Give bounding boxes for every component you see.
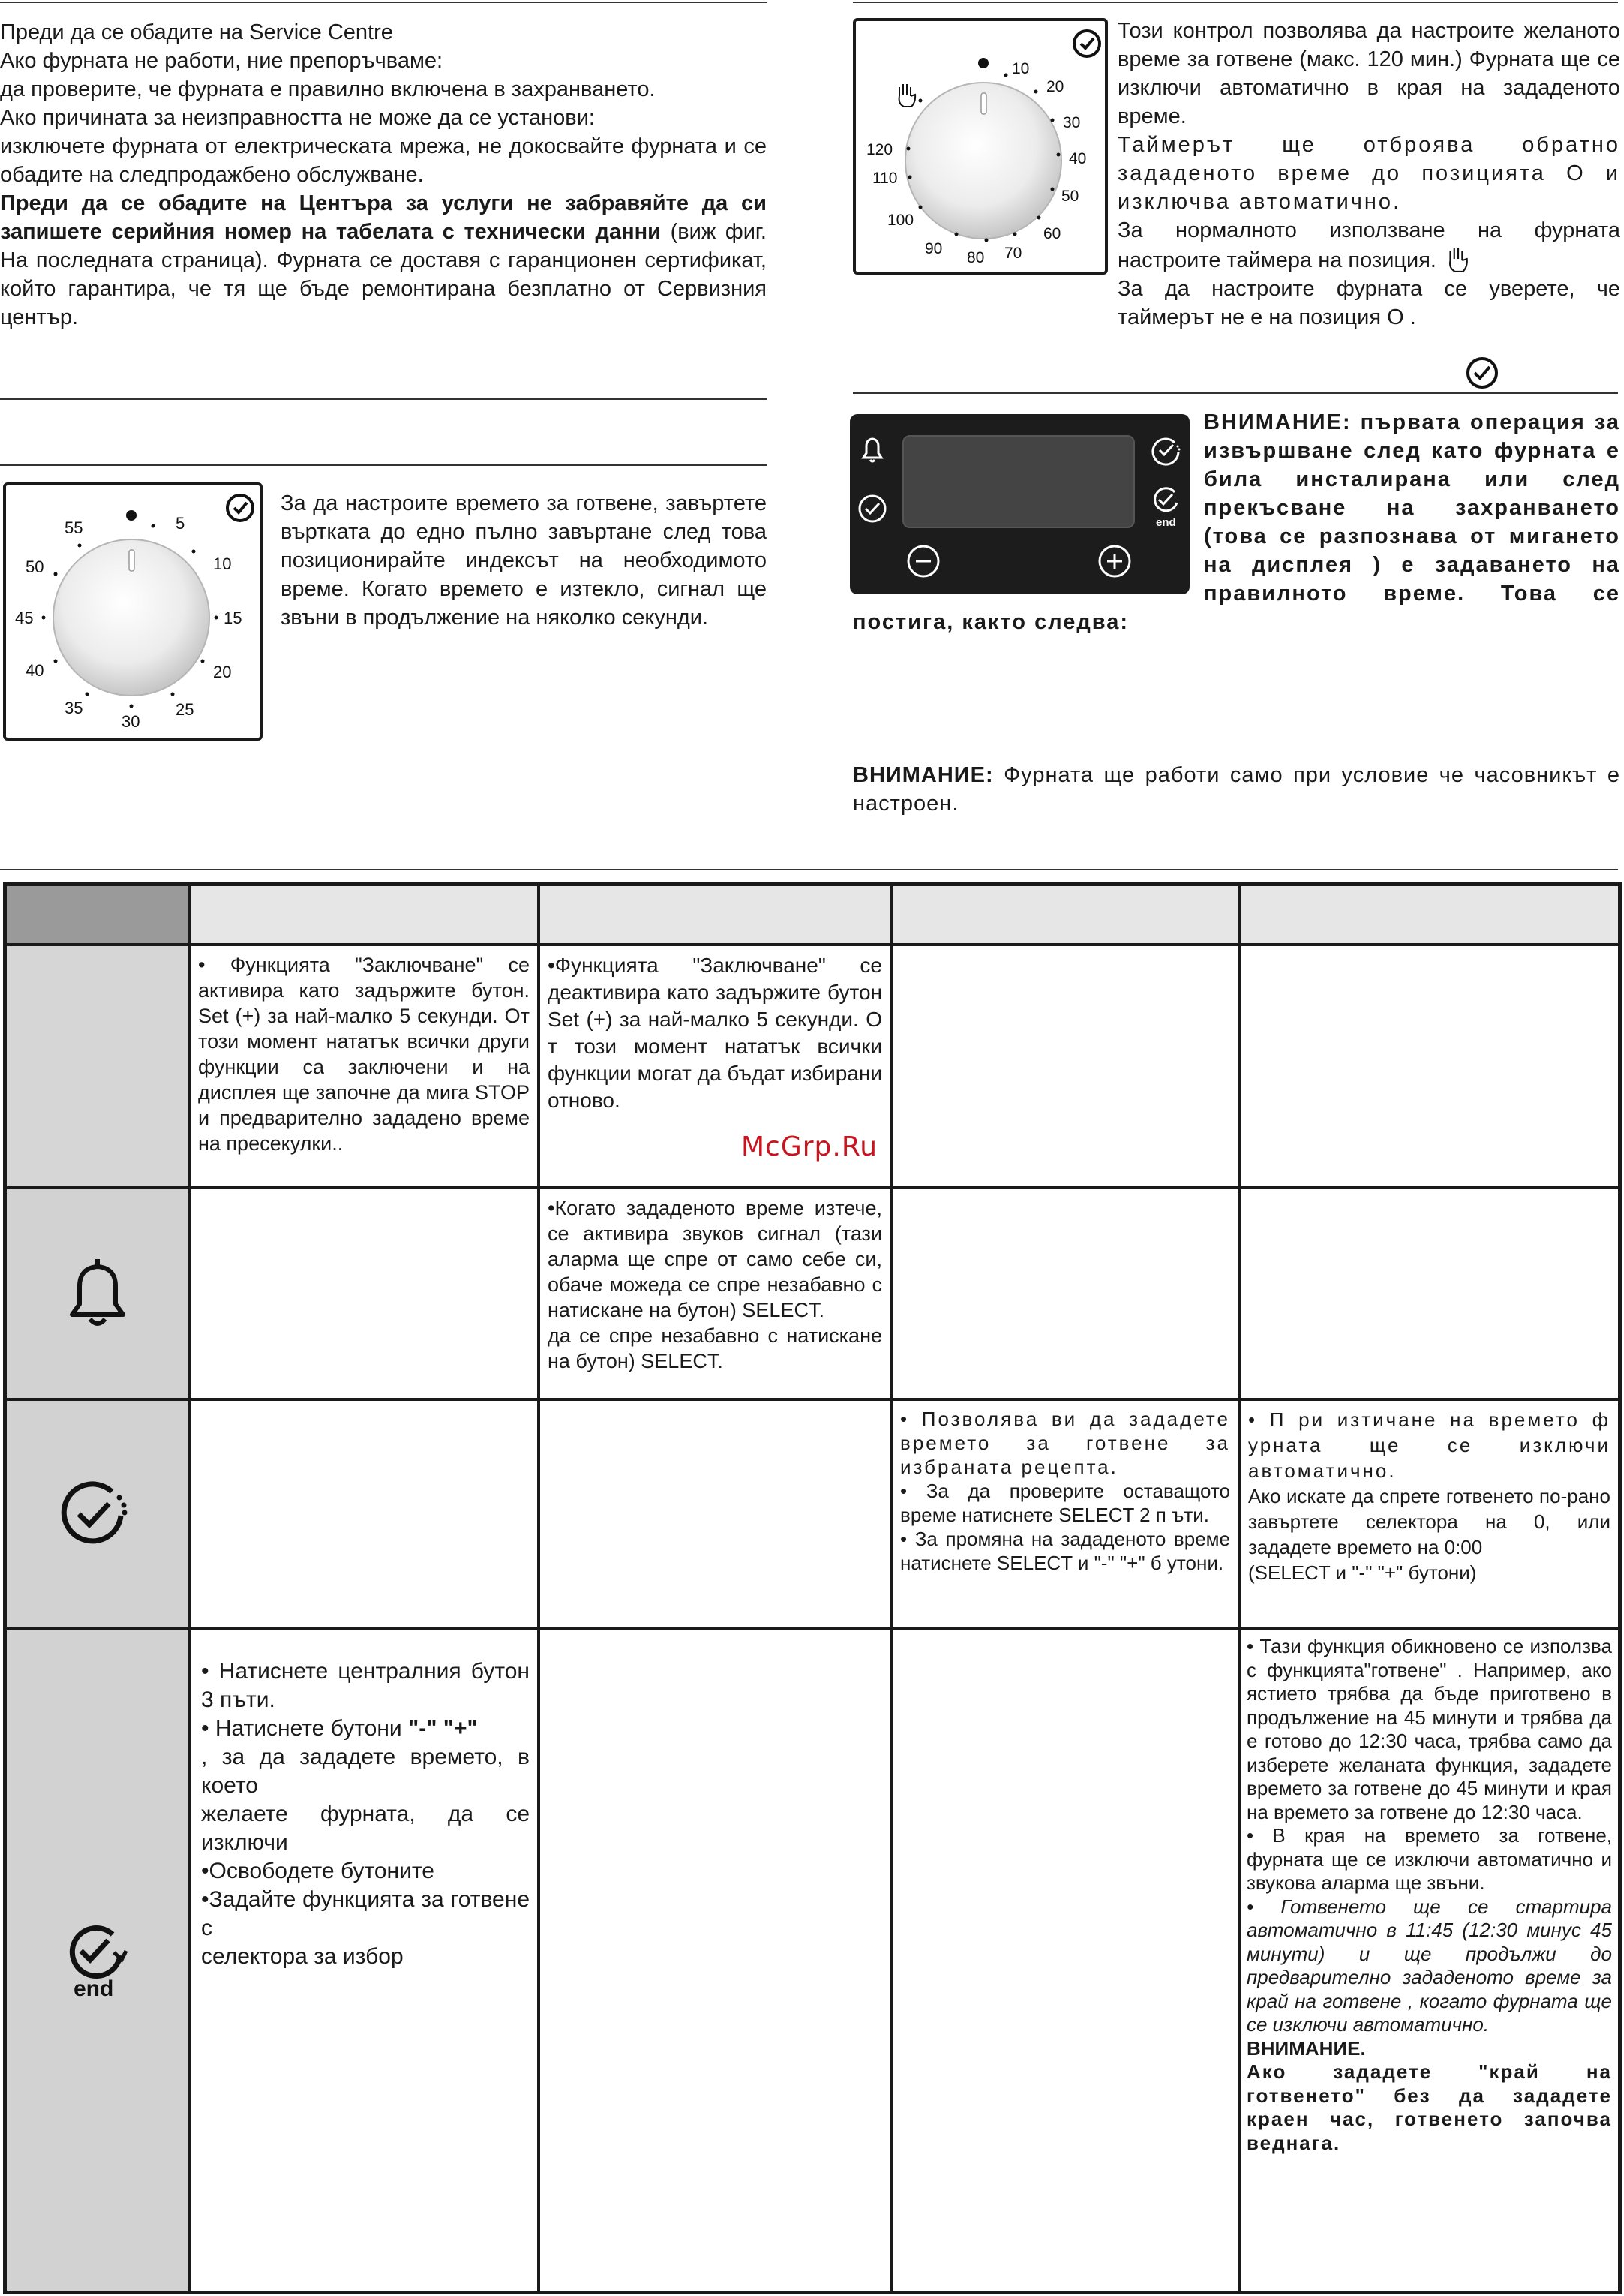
rule-table-top xyxy=(0,869,1618,870)
minute-minder-dial-graphic xyxy=(6,485,260,738)
minute-dial-label: 20 xyxy=(213,663,232,681)
endtime-auto-off: • В края на времето за готвене, фурната ще се изключи автоматично и звукова аларма ще звъни. xyxy=(1247,1824,1612,1894)
cooktime-change: • За промяна на зададеното време натиснете SELECT и "-" "+" б утони. xyxy=(900,1528,1230,1574)
minute-dial-label: 35 xyxy=(65,699,83,717)
minute-dial-label: 30 xyxy=(122,712,140,731)
endtime-attention-label: ВНИМАНИЕ. xyxy=(1247,2036,1366,2060)
minute-dial-label: 50 xyxy=(26,557,44,576)
watermark: McGrp.Ru xyxy=(741,1131,878,1162)
table-cell-empty xyxy=(189,1399,539,1629)
cook-dial-text xyxy=(1118,17,1620,332)
endtime-step: • Натиснете централния бутон 3 пъти. xyxy=(201,1659,530,1712)
minute-dial-label: 10 xyxy=(213,554,232,573)
clock-attention2-text: Фурната ще работи само при условие че часовникът е настроен. xyxy=(853,763,1620,816)
endtime-step-buttons: "-" "+" xyxy=(408,1716,478,1741)
table-cell-empty xyxy=(189,1188,539,1399)
service-line: да проверите, че фурната е правилно включена в захранването. xyxy=(0,77,656,101)
cook-dial-label: 40 xyxy=(1069,150,1087,167)
minute-dial-label: 55 xyxy=(65,518,83,537)
cook-dial-label: 60 xyxy=(1043,225,1061,242)
minute-dial-label: 15 xyxy=(224,609,242,627)
table-row-lock-icon-cell xyxy=(5,945,189,1188)
cooktime-check: • За да проверите оставащото време натиснете SELECT 2 п ъти. xyxy=(900,1480,1230,1526)
endtime-step: •Освободете бутоните xyxy=(201,1859,434,1883)
table-cell-empty xyxy=(891,1629,1239,2292)
minute-dial-label: 40 xyxy=(26,661,44,680)
table-row-endtime-icon-cell xyxy=(5,1629,189,2292)
table-header-cell xyxy=(891,885,1239,945)
service-bold-note: Преди да се обадите на Центъра за услуги не забравяйте да си запишете серийния номер на табелата с технически данни xyxy=(0,191,767,244)
table-header-cell xyxy=(5,885,189,945)
clock-attention2-label: ВНИМАНИЕ: xyxy=(853,763,994,787)
cook-dial-p3: За нормалното използване на фурната настроите таймера на позиция. xyxy=(1118,218,1620,272)
endtime-step: •Задайте функцията за готвене с xyxy=(201,1887,530,1940)
service-line: Ако фурната не работи, ние препоръчваме: xyxy=(0,49,443,73)
service-line: Ако причината за неизправността не може да се установи: xyxy=(0,106,595,130)
table-row-cooktime-icon-cell xyxy=(5,1399,189,1629)
minute-minder-dial xyxy=(3,482,263,741)
endtime-step: , за да зададете времето, в което xyxy=(201,1745,530,1798)
minute-dial-label: 25 xyxy=(176,700,194,719)
cooktime-auto-off: • П ри изтичане на времето ф урната ще се изключи автоматично. xyxy=(1248,1408,1610,1482)
cooktime-buttons: (SELECT и "-" "+" бутони) xyxy=(1248,1561,1477,1584)
cook-dial-label: 90 xyxy=(925,240,943,257)
cook-dial-p1: Този контрол позволява да настроите желаното време за готвене (макс. 120 мин.) Фурната ще се изключи автоматично в края на зададеното време. xyxy=(1118,19,1620,128)
minute-minder-text: За да настроите времето за готвене, завъртете въртката до едно пълно завъртане след това позиционирайте индексът на необходимото време. Когато времето е изтекло, сигнал ще звъни в продължение на няколко секунди. xyxy=(281,491,767,630)
cook-timer-dial xyxy=(853,18,1108,275)
cook-dial-label: 50 xyxy=(1061,188,1079,205)
cook-dial-label: 100 xyxy=(887,212,914,229)
table-row-endtime-text xyxy=(1239,1629,1619,2292)
endtime-attention-text: Ако зададете "край на готвенето" без да зададете краен час, готвенето започва веднага. xyxy=(1247,2060,1612,2154)
endtime-step: • Натиснете бутони xyxy=(201,1716,402,1741)
minute-dial-label: 5 xyxy=(176,514,185,533)
table-header-cell xyxy=(1239,885,1619,945)
cook-dial-p2: Таймерът ще отброява обратно зададеното време до позицията О и изключва автоматично. xyxy=(1118,133,1620,214)
alarm-description-repeat: да се спре незабавно с натискане на бутон) SELECT. xyxy=(548,1324,882,1372)
table-cell-empty xyxy=(539,1629,891,2292)
table-row-lock-deactivate: •Функцията "Заключване" се деактивира като задържите бутон Set (+) за най-малко 5 секунди. О т този момент нататък всички функции могат да бъдат избирани отново. xyxy=(539,945,891,1188)
table-row-cooktime-text xyxy=(891,1399,1239,1629)
cooking-time-icon xyxy=(56,1477,139,1552)
cook-dial-label: 10 xyxy=(1012,60,1030,77)
clock-attention-text: ВНИМАНИЕ: първата операция за извършване след като фурната е била инсталирана или след прекъсване на захранването (това се разпознава от мигането на дисплея ) е задаването на правилното време. Това се постига, както следва: xyxy=(853,410,1620,634)
rule-top-right xyxy=(853,2,1618,3)
clock-icon xyxy=(1074,31,1100,56)
clock-icon xyxy=(227,495,253,521)
table-header-cell xyxy=(539,885,891,945)
table-cell-empty xyxy=(539,1399,891,1629)
end-time-icon xyxy=(60,1919,135,2002)
cook-dial-label: 110 xyxy=(872,170,898,187)
service-section xyxy=(0,18,767,332)
cook-dial-label: 80 xyxy=(967,249,985,266)
clock-attention2 xyxy=(853,761,1620,818)
cook-dial-label: 30 xyxy=(1063,114,1081,131)
end-label: end xyxy=(1156,516,1176,529)
rule-mid-left xyxy=(0,398,767,400)
cook-dial-label: 120 xyxy=(866,141,893,158)
hand-icon xyxy=(1442,245,1472,273)
service-warranty-text: (виж фиг. На последната страница). Фурната се доставя с гаранционен сертификат, който гарантира, че тя ще бъде ремонтирана безплатно от Сервизния център. xyxy=(0,220,767,329)
table-row-lock-activate: • Функцията "Заключване" се активира като задържите бутон. Set (+) за най-малко 5 секунди. От този момент нататък всички други функции са заключени и на дисплея ще започне да мига STOP и предварително зададено време на пресекулки.. xyxy=(189,945,539,1188)
table-row-endtime-steps xyxy=(189,1629,539,2292)
cooktime-set: • Позволява ви да зададете времето за готвене за избраната рецепта. xyxy=(900,1408,1230,1478)
clock-icon xyxy=(1465,356,1499,390)
end-icon-label: end xyxy=(73,1976,113,2001)
service-line: изключете фурната от електрическата мрежа, не докосвайте фурната и се обадите на следпродажбено обслужване. xyxy=(0,134,767,187)
rule-mid-left-2 xyxy=(0,464,767,466)
cook-dial-label: 70 xyxy=(1004,245,1022,262)
cooktime-stop-early: Ако искате да спрете готвенето по-рано завъртете селектора на 0, или зададете времето на 0:00 xyxy=(1248,1485,1610,1558)
table-row-cooktime-end-text xyxy=(1239,1399,1619,1629)
endtime-auto-start: • Готвенето ще се стартира автоматично в 11:45 (12:30 минус 45 минути) и ще продължи до предварително зададеното време за край на готвене , когато фурната ще се изключи автоматично. xyxy=(1247,1895,1612,2036)
table-header-cell xyxy=(189,885,539,945)
alarm-description: •Когато зададеното време изтече, се активира звуков сигнал (тази аларма ще спре от само себе си, обаче можеда се спре незабавно с натискане на бутон) SELECT. xyxy=(548,1197,882,1321)
table-row-alarm-icon-cell xyxy=(5,1188,189,1399)
cook-dial-p4: За да настроите фурната се уверете, че таймерът не е на позиция О . xyxy=(1118,277,1620,329)
cook-timer-dial-graphic xyxy=(856,21,1105,272)
table-cell-empty xyxy=(891,1188,1239,1399)
endtime-step: желаете фурната, да се изключи xyxy=(201,1802,530,1855)
table-row-alarm-text xyxy=(539,1188,891,1399)
service-line: Преди да се обадите на Service Centre xyxy=(0,20,393,44)
minute-dial-label: 45 xyxy=(15,609,34,627)
table-cell-empty xyxy=(1239,1188,1619,1399)
rule-mid-right xyxy=(853,392,1618,394)
hand-icon xyxy=(899,84,916,107)
bell-icon xyxy=(62,1253,134,1334)
function-table xyxy=(3,882,1622,2294)
cook-dial-label: 20 xyxy=(1046,78,1064,95)
rule-top-left xyxy=(0,2,767,3)
endtime-step: селектора за избор xyxy=(201,1944,404,1969)
table-cell-empty xyxy=(891,945,1239,1188)
table-cell-empty xyxy=(1239,945,1619,1188)
clock-attention xyxy=(853,408,1620,671)
endtime-example: • Тази функция обикновено се използва с функцията"готвене" . Например, ако ястието трябва да бъде приготвено в продължение на 45 минути и трябва да е готово до 12:30 часа, трябва само да изберете желаната функция, зададете времето за готвене до 45 минути и края на времето за готвене до 12:30 часа. xyxy=(1247,1635,1612,1823)
